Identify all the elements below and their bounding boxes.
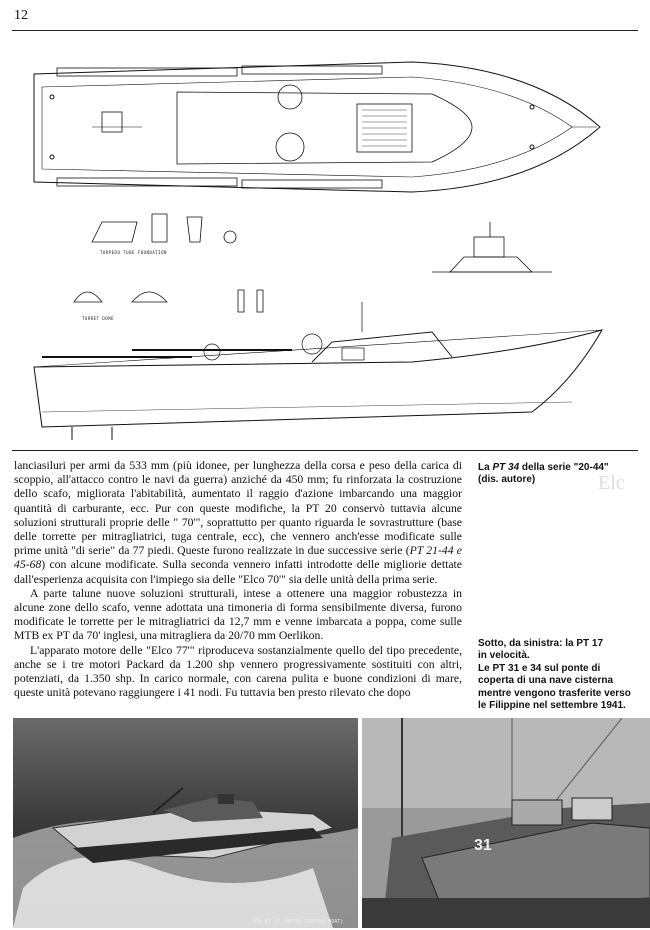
paragraph-3: L'apparato motore delle "Elco 77'" riproduceva sostanzialmente quello del tipo precedente, anche se i tre motori Packard da 1.200 shp vennero progressivamente sostituiti con altri, potenziati, da 1.350 shp. In carico normale, con carena pulita e buone condizioni di mare, queste unità potevano raggiungere i 41 nodi. Fu tuttavia ben presto rilevato che dopo [14,643,462,700]
boat-technical-drawing [12,32,638,451]
series-numbers: PT 21-44 e 45-68 [14,544,462,572]
show-through-text: Elc [598,472,625,494]
article-body [14,459,462,700]
page-number: 12 [14,8,28,23]
photo-left-caption: USS PT 17 (MOTOR TORPEDO BOAT) [253,919,344,925]
drawing-caption: La PT 34 della serie "20-44" (dis. autore) [478,462,609,485]
label-turret-dome: TURRET DOME [82,316,114,321]
torpedo-tube-foundation-part [92,222,137,242]
label-torpedo-tube-foundation: TORPEDO TUBE FOUNDATION [100,250,167,255]
paragraph-2: A parte talune nuove soluzioni strutturali, intese a ottenere una maggior robustezza in alcune zone dello scafo, venne adottata una timoneria di forma sensibilmente diversa, furono modificate le torrette per le mitragliatrici da 12,7 mm e venne imbarcata a poppa, come sulle MTB ex PT da 70' inglesi, una mitragliera da 20/70 mm Oerlikon. [14,586,462,643]
photo-pt31-pt34-on-tanker [362,718,650,928]
side-profile-hull [34,302,602,440]
photo-pt17-at-speed [13,718,358,928]
paragraph-1: lanciasiluri per armi da 533 mm (più idonee, per lunghezza della corsa e peso della carica di scoppio, all'attacco contro le navi da guerra) anziché da 450 mm; fu rinforzata la costruzione dello scafo, migliorata l'abitabilità, aumentato il raggio d'azione imbarcando una maggior quantità di carburante, ecc. Pur con queste modifiche, la PT 20 conservò tuttavia alcune soluzioni strutturali proprie delle " 70'", soprattutto per quanto riguarda le sovrastrutture (base delle torrette per mitragliatrici, tuga centrale, ecc), che vennero anch'esse modificate sulle prime unità "di serie" da 77 piedi. Queste furono realizzate in due successive serie (PT 21-44 e 45-68) con alcune modificate. Sulla seconda vennero infatti introdotte delle migliorie dettate dall'esperienza acquisita con l'impiego sia delle "Elco 70'" sia delle unità della prima serie. [14,459,462,586]
header-rule [12,30,638,31]
photo-caption: Sotto, da sinistra: la PT 17 in velocità. Le PT 31 e 34 sul ponte di coperta di una nave cisterna mentre vengono trasferite verso le Filippine nel settembre 1941. [478,638,631,712]
hull-number: 31 [474,837,492,854]
turret-dome-part [74,292,102,302]
